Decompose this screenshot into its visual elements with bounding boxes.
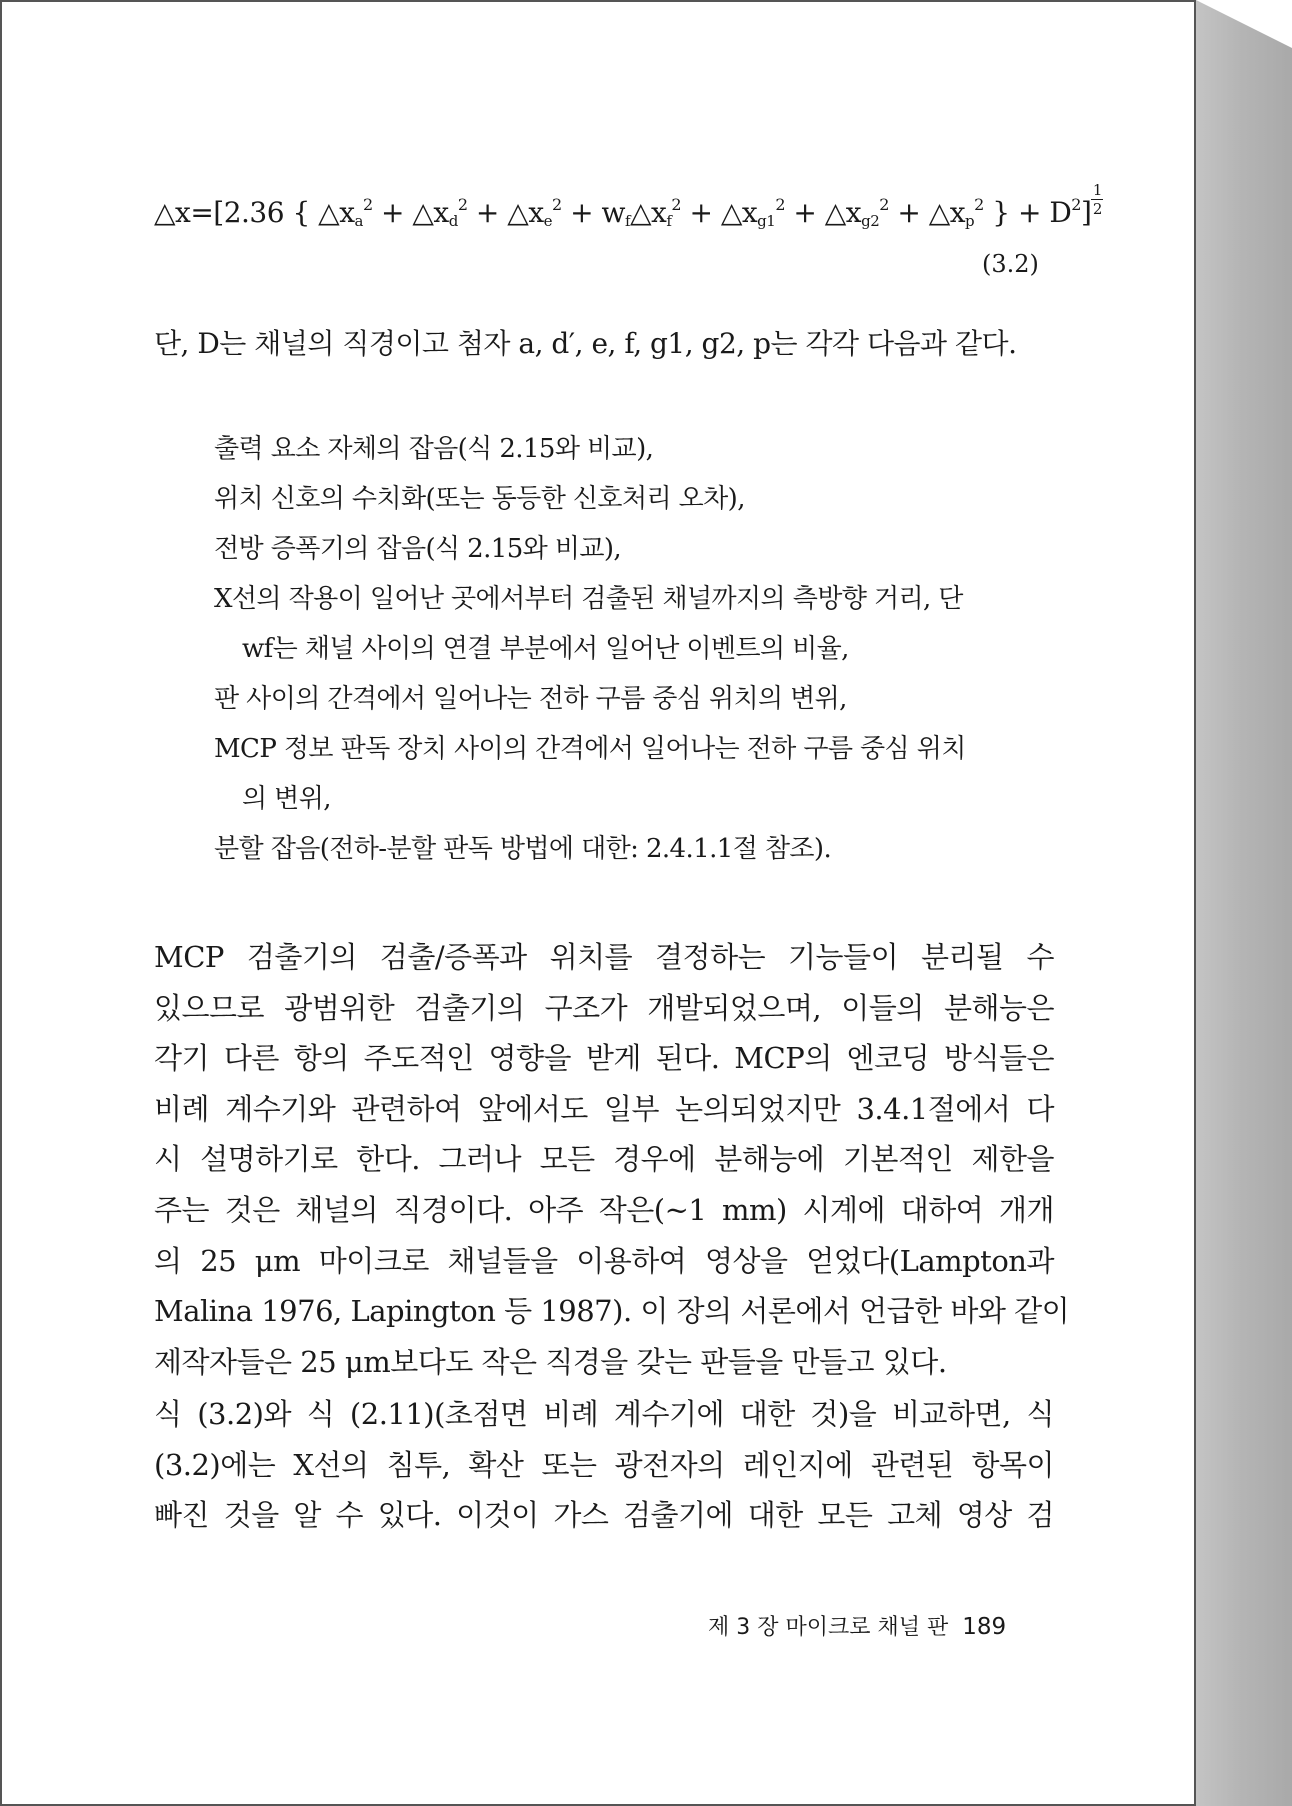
eq-sup: 2 <box>552 195 562 214</box>
paragraph-line: 주는 것은 채널의 직경이다. 아주 작은(~1 mm) 시계에 대하여 개개 <box>154 1192 1054 1227</box>
eq-part: } + D <box>983 196 1072 229</box>
eq-sub: g2 <box>861 212 880 230</box>
definition-line: wf는 채널 사이의 연결 부분에서 일어난 이벤트의 비율, <box>242 634 849 664</box>
paragraph-2 <box>154 1389 1054 1541</box>
paragraph-line: MCP 검출기의 검출/증폭과 위치를 결정하는 기능들이 분리될 수 <box>154 940 1054 974</box>
eq-sup: 2 <box>1071 195 1081 214</box>
page-footer <box>708 1610 1006 1641</box>
eq-part: △x <box>630 196 667 229</box>
eq-sub: a <box>354 212 363 230</box>
definition-line: 위치 신호의 수치화(또는 동등한 신호처리 오차), <box>214 484 745 514</box>
eq-part: △x=[2.36 { △x <box>154 196 355 229</box>
eq-sub: p <box>965 212 975 230</box>
paragraph-line: (3.2)에는 X선의 침투, 확산 또는 광전자의 레인지에 관련된 항목이 <box>154 1447 1054 1482</box>
eq-sup: 2 <box>775 195 786 214</box>
eq-sup: 2 <box>362 195 373 214</box>
definition-line: 분할 잡음(전하-분할 판독 방법에 대한: 2.4.1.1절 참조). <box>214 834 832 864</box>
paragraph-line: 각기 다른 항의 주도적인 영향을 받게 된다. MCP의 엔코딩 방식들은 <box>154 1041 1054 1076</box>
eq-part: + △x <box>467 196 544 229</box>
eq-sub: d <box>448 212 458 230</box>
eq-sup: 2 <box>457 195 468 214</box>
definition-line: MCP 정보 판독 장치 사이의 간격에서 일어나는 전하 구름 중심 위치 <box>214 734 966 764</box>
eq-part: + △x <box>681 196 758 229</box>
equation-3-2 <box>154 181 1102 230</box>
frac-den: 2 <box>1092 200 1102 218</box>
eq-sub: f <box>624 212 630 230</box>
paragraph-line: 비례 계수기와 관련하여 앞에서도 일부 논의되었지만 3.4.1절에서 다 <box>154 1091 1054 1126</box>
eq-part: + △x <box>372 196 449 229</box>
paragraph-line: 빠진 것을 알 수 있다. 이것이 가스 검출기에 대한 모든 고체 영상 검 <box>154 1498 1054 1533</box>
eq-sub: e <box>543 212 553 230</box>
eq-half-exponent <box>1091 182 1103 217</box>
paragraph-line: 있으므로 광범위한 검출기의 구조가 개발되었으며, 이들의 분해능은 <box>154 990 1054 1025</box>
page-number: 189 <box>962 1614 1007 1640</box>
definition-line: 출력 요소 자체의 잡음(식 2.15와 비교), <box>214 434 654 464</box>
equation-number: (3.2) <box>982 250 1039 278</box>
paragraph-line: 시 설명하기로 한다. 그러나 모든 경우에 분해능에 기본적인 제한을 <box>154 1142 1054 1177</box>
frac-num: 1 <box>1092 181 1102 199</box>
paragraph-line: Malina 1976, Lapington 등 1987). 이 장의 서론에서 언급한 바와 같이 <box>154 1294 1070 1329</box>
eq-sup: 2 <box>671 195 682 214</box>
eq-part: + w <box>561 196 625 229</box>
definition-line: X선의 작용이 일어난 곳에서부터 검출된 채널까지의 측방향 거리, 단 <box>214 584 963 614</box>
eq-sup: 2 <box>879 195 889 214</box>
paragraph-line: 제작자들은 25 μm보다도 작은 직경을 갖는 판들을 만들고 있다. <box>154 1344 947 1379</box>
eq-sub: f <box>666 212 672 230</box>
eq-part: + △x <box>785 196 862 229</box>
definition-line: 전방 증폭기의 잡음(식 2.15와 비교), <box>214 534 622 564</box>
paragraph-1 <box>154 932 1070 1387</box>
definition-line: 의 변위, <box>242 784 331 814</box>
intro-line: 단, D는 채널의 직경이고 첨자 a, d′, e, f, g1, g2, p는 각각 다음과 같다. <box>154 327 1017 360</box>
subscript-definitions <box>214 424 1064 874</box>
definition-line: 판 사이의 간격에서 일어나는 전하 구름 중심 위치의 변위, <box>214 684 847 714</box>
eq-part: ] <box>1080 196 1092 229</box>
eq-sub: g1 <box>757 212 776 230</box>
eq-part: + △x <box>888 196 966 229</box>
eq-sup: 2 <box>974 195 984 214</box>
book-page-edge <box>1196 0 1292 1806</box>
chapter-title: 제 3 장 마이크로 채널 판 <box>708 1615 949 1640</box>
paragraph-line: 식 (3.2)와 식 (2.11)(초점면 비례 계수기에 대한 것)을 비교하면, 식 <box>154 1397 1054 1431</box>
paragraph-line: 의 25 μm 마이크로 채널들을 이용하여 영상을 얻었다(Lampton과 <box>154 1243 1054 1278</box>
